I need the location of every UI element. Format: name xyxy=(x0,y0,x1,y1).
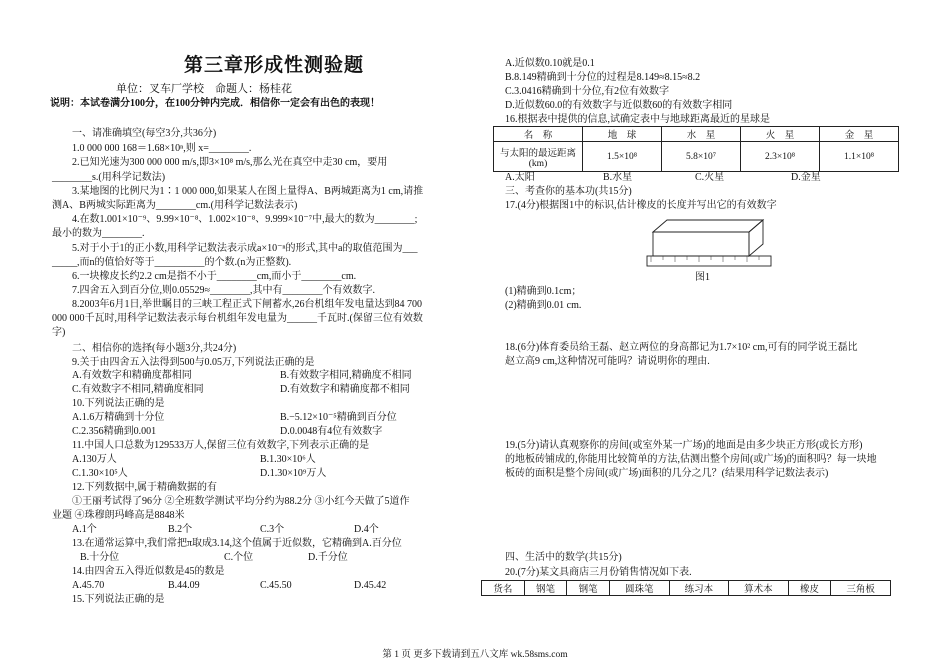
question-8-cont: 000 000千瓦时,用科学记数法表示每台机组年发电量为______千瓦时.(保留三位有效数 xyxy=(52,313,423,324)
table-row-label: 与太阳的最远距离(km) xyxy=(494,142,583,172)
question-9: 9.关于由四舍五入法得到500与0.05万,下列说法正确的是 xyxy=(72,357,315,368)
star-distance-table xyxy=(493,126,899,172)
q14-option-d: D.45.42 xyxy=(354,580,387,591)
q11-option-a: A.130万人 xyxy=(72,454,117,465)
q14-option-a: A.45.70 xyxy=(72,580,105,591)
table-cell: 2.3×10⁸ xyxy=(741,142,820,172)
question-2-cont: ________s.(用科学记数法) xyxy=(52,172,166,183)
q16-option-b: B.水星 xyxy=(603,172,633,183)
q9-option-d: D.有效数字和精确度都不相同 xyxy=(280,384,410,395)
q12-option-c: C.3个 xyxy=(260,524,285,535)
question-4: 4.在数1.001×10⁻⁹、9.99×10⁻⁸、1.002×10⁻⁸、9.999×10⁻⁷中,最大的数为________; xyxy=(72,214,418,225)
question-18: 18.(6分)体育委员给王磊、赵立两位的身高都记为1.7×10² cm,可有的同学说王磊比 xyxy=(505,342,858,353)
question-19: 19.(5分)请认真观察你的房间(或室外某一广场)的地面是由多少块正方形(或长方形) xyxy=(505,440,863,451)
q15-option-b: B.8.149精确到十分位的过程是8.149≈8.15≈8.2 xyxy=(505,72,701,83)
table-header-cell: 名 称 xyxy=(494,127,583,142)
question-15: 15.下列说法正确的是 xyxy=(72,594,165,605)
question-16: 16.根据表中提供的信息,试确定表中与地球距离最近的星球是 xyxy=(505,114,770,125)
q16-option-c: C.火星 xyxy=(695,172,725,183)
question-4-cont: 最小的数为________. xyxy=(52,228,145,239)
sales-header-cell: 货名 xyxy=(482,581,525,596)
q16-option-d: D.金星 xyxy=(791,172,821,183)
q10-option-b: B.−5.12×10⁻⁵精确到百分位 xyxy=(280,412,397,423)
q11-option-b: B.1.30×10⁶人 xyxy=(260,454,316,465)
question-5: 5.对于小于1的正小数,用科学记数法表示成a×10⁻ⁿ的形式,其中a的取值范围为___ xyxy=(72,243,418,254)
q9-option-c: C.有效数字不相同,精确度相同 xyxy=(72,384,204,395)
q9-option-a: A.有效数字和精确度都相同 xyxy=(72,370,192,381)
table-cell: 5.8×10⁷ xyxy=(662,142,741,172)
q10-option-c: C.2.356精确到0.001 xyxy=(72,426,157,437)
question-17-part-1: (1)精确到0.1cm； xyxy=(505,286,582,297)
question-18-cont: 赵立高9 cm,这种情况可能吗？请说明你的理由. xyxy=(505,356,710,367)
section-2-heading: 二、相信你的选择(每小题3分,共24分) xyxy=(72,343,237,354)
figure-caption: 图1 xyxy=(695,272,710,283)
q10-option-a: A.1.6万精确到十分位 xyxy=(72,412,165,423)
q12-option-a: A.1个 xyxy=(72,524,97,535)
question-8-cont2: 字) xyxy=(52,327,66,338)
question-5-cont: _____,而n的值恰好等于__________的个数.(n为正整数). xyxy=(52,257,292,268)
question-8: 8.2003年6月1日,举世瞩目的三峡工程正式下闸蓄水,26台机组年发电量达到84 700 xyxy=(72,299,422,310)
table-header-cell: 金 星 xyxy=(820,127,899,142)
sales-header-cell: 三角板 xyxy=(831,581,891,596)
q16-option-a: A.太阳 xyxy=(505,172,535,183)
instructions xyxy=(50,98,380,110)
q12-option-d: D.4个 xyxy=(354,524,379,535)
sales-header-cell: 圆珠笔 xyxy=(610,581,670,596)
question-17: 17.(4分)根据图1中的标识,估计橡皮的长度并写出它的有效数字 xyxy=(505,200,777,211)
q11-option-d: D.1.30×10⁹万人 xyxy=(260,468,327,479)
q15-option-c: C.3.0416精确到十分位,有2位有效数字 xyxy=(505,86,670,97)
q14-option-b: B.44.09 xyxy=(168,580,200,591)
question-14: 14.由四舍五入得近似数是45的数是 xyxy=(72,566,225,577)
question-1: 1.0 000 000 168＝1.68×10ⁿ,则 x=________. xyxy=(72,143,252,154)
sales-table xyxy=(481,580,891,596)
question-11: 11.中国人口总数为129533万人,保留三位有效数字,下列表示正确的是 xyxy=(72,440,370,451)
q11-option-c: C.1.30×10⁵人 xyxy=(72,468,128,479)
sales-header-cell: 算术本 xyxy=(729,581,789,596)
q15-option-d: D.近似数60.0的有效数字与近似数60的有效数字相同 xyxy=(505,100,733,111)
question-7: 7.四舍五入到百分位,则0.05529≈________,其中有________个有效数字. xyxy=(72,285,375,296)
section-3-heading: 三、考查你的基本功(共15分) xyxy=(505,186,632,197)
question-3-cont: 测A、B两城实际距离为________cm.(用科学记数法表示) xyxy=(52,200,298,211)
table-cell: 1.1×10⁸ xyxy=(820,142,899,172)
q13-option-b: B.十分位 xyxy=(80,552,120,563)
table-header-cell: 水 星 xyxy=(662,127,741,142)
question-20: 20.(7分)某文具商店三月份销售情况如下表. xyxy=(505,567,692,578)
q13-option-d: D.千分位 xyxy=(308,552,348,563)
question-10: 10.下列说法正确的是 xyxy=(72,398,165,409)
question-12-items-cont: 业题 ④珠穆朗玛峰高是8848米 xyxy=(52,510,185,521)
question-13: 13.在通常运算中,我们常把π取成3.14,这个值属于近似数，它精确到A.百分位 xyxy=(72,538,402,549)
q15-option-a: A.近似数0.10就是0.1 xyxy=(505,58,595,69)
question-19-cont2: 板砖的面积是整个房间(或广场)面积的几分之几？(结果用科学记数法表示) xyxy=(505,468,829,479)
question-17-part-2: (2)精确到0.01 cm. xyxy=(505,300,582,311)
q9-option-b: B.有效数字相同,精确度不相同 xyxy=(280,370,412,381)
page-title: 第三章形成性测验题 xyxy=(184,55,365,76)
q13-option-c: C.个位 xyxy=(224,552,254,563)
eraser-ruler-figure xyxy=(645,208,773,270)
question-6: 6.一块橡皮长约2.2 cm是指不小于________cm,而小于________cm. xyxy=(72,271,357,282)
table-cell: 1.5×10⁸ xyxy=(583,142,662,172)
q14-option-c: C.45.50 xyxy=(260,580,292,591)
q10-option-d: D.0.0048有4位有效数字 xyxy=(280,426,383,437)
question-12-items: ①王丽考试得了96分 ②全班数学测试平均分约为88.2分 ③小红今天做了5道作 xyxy=(72,496,410,507)
table-header-cell: 火 星 xyxy=(741,127,820,142)
sales-header-cell: 钢笔 xyxy=(524,581,567,596)
question-2: 2.已知光速为300 000 000 m/s,即3×10⁸ m/s,那么光在真空中走30 cm，要用 xyxy=(72,157,388,168)
question-3: 3.某地图的比例尺为1∶1 000 000,如果某人在图上量得A、B两城距离为1 cm,请推 xyxy=(72,186,424,197)
question-12: 12.下列数据中,属于精确数据的有 xyxy=(72,482,217,493)
unit-line: 单位：叉车厂学校 命题人：杨桂花 xyxy=(116,83,292,95)
sales-header-cell: 橡皮 xyxy=(788,581,831,596)
section-4-heading: 四、生活中的数学(共15分) xyxy=(505,552,622,563)
table-header-cell: 地 球 xyxy=(583,127,662,142)
page-footer: 第 1 页 更多下载请到五八文库 wk.58sms.com xyxy=(382,650,568,660)
instructions-text: 本试卷满分100分，在100分钟内完成．相信你一定会有出色的表现！ xyxy=(80,98,380,109)
q12-option-b: B.2个 xyxy=(168,524,193,535)
sales-header-cell: 钢笔 xyxy=(567,581,610,596)
sales-header-cell: 练习本 xyxy=(669,581,729,596)
section-1-heading: 一、请准确填空(每空3分,共36分) xyxy=(72,128,217,139)
instructions-label: 说明： xyxy=(50,98,80,109)
question-19-cont: 的地板砖铺成的,你能用比较简单的方法,估测出整个房间(或广场)的面积吗？每一块地 xyxy=(505,454,877,465)
